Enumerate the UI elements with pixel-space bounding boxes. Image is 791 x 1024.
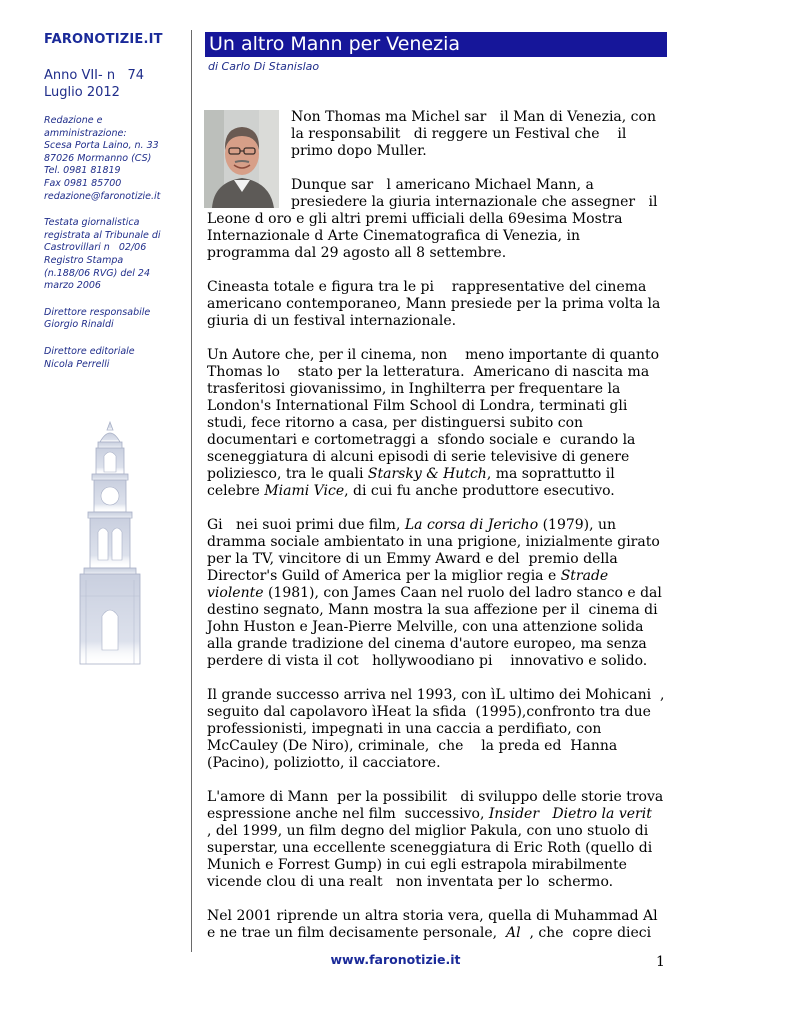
paragraph-text: (1981), con James Caan nel ruolo del ladro stanco e dal destino segnato, Mann mostra la sua affezione per il cinema di John Huston e Jean-Pierre Melville, con una attenzione solida alla grande tradizione del cinema d'autore europeo, ma senza perdere di vista il cot hollywoodiano pi innovativo e solido.: [207, 585, 667, 669]
testata-line: Testata giornalistica: [44, 217, 140, 229]
redazione-line: 87026 Mormanno (CS): [44, 152, 152, 164]
testata-line: Castrovillari n 02/06: [44, 242, 147, 254]
paragraph: Dunque sar l americano Michael Mann, a presiedere la giuria internazionale che assegner il Leone d oro e gli altri premi ufficiali della 69esima Mostra Internazionale d Arte Cinematografica di Venezia, in programma dal 29 agosto all 8 settembre.: [207, 177, 662, 261]
film-title: Al: [501, 925, 530, 941]
testata-line: registrata al Tribunale di: [44, 229, 161, 241]
issue-number: Anno VII- n 74: [44, 68, 145, 83]
paragraph-text: , che copre dieci: [529, 925, 652, 941]
article-byline: di Carlo Di Stanislao: [208, 60, 320, 73]
direttore-responsabile-block: [44, 307, 189, 332]
site-name: FARONOTIZIE.IT: [44, 32, 163, 47]
issue-info: [44, 67, 189, 101]
testata-block: [44, 217, 189, 293]
photo-spacer: [207, 109, 291, 208]
paragraph-text: Nel 2001 riprende un altra storia vera, quella di Muhammad Al e ne trae un film decisamente personale,: [207, 908, 672, 941]
direttore-responsabile-name: Giorgio Rinaldi: [44, 319, 114, 331]
direttore-responsabile-label: Direttore responsabile: [44, 306, 151, 318]
paragraph-text: L'amore di Mann per la possibilit di sviluppo delle storie trova espressione anche nel film successivo,: [207, 789, 668, 822]
paragraph-text: , ma soprattutto il celebre: [207, 466, 620, 499]
issue-date: Luglio 2012: [44, 85, 120, 100]
footer-url[interactable]: www.faronotizie.it: [330, 952, 461, 967]
paragraph-text: , di cui fu anche produttore esecutivo.: [344, 483, 615, 499]
testata-line: Registro Stampa: [44, 254, 124, 266]
direttore-editoriale-label: Direttore editoriale: [44, 345, 135, 357]
paragraph: Cineasta totale e figura tra le pi rappresentative del cinema americano contemporaneo, Mann presiede per la prima volta la giuria di un festival internazionale.: [207, 279, 665, 329]
direttore-editoriale-block: [44, 346, 189, 371]
vertical-divider: [191, 30, 192, 952]
bell-tower-illustration: [74, 420, 146, 665]
redazione-block: [44, 115, 189, 203]
film-title: Insider Dietro la verit: [488, 806, 661, 822]
paragraph-text: Un Autore che, per il cinema, non meno importante di quanto Thomas lo stato per la letteratura. Americano di nascita ma trasferitosi giovanissimo, in Inghilterra per frequentare la London's International Film School di Londra, terminati gli studi, fece ritorno a casa, per distinguersi subito con documentari e cortometraggi a sfondo sociale e curando la sceneggiatura di alcuni episodi di serie televisive di genere poliziesco, tra le quali: [207, 347, 664, 482]
redazione-line: Scesa Porta Laino, n. 33: [44, 140, 159, 152]
testata-line: marzo 2006: [44, 280, 101, 292]
article-title: Un altro Mann per Venezia: [205, 32, 667, 57]
film-title: Miami Vice: [264, 483, 345, 499]
paragraph: [207, 789, 668, 891]
redazione-email: redazione@faronotizie.it: [44, 190, 161, 202]
paragraph: [207, 908, 672, 942]
redazione-line: amministrazione:: [44, 127, 127, 139]
article-body: [207, 109, 672, 959]
paragraph-text: Gi nei suoi primi due film,: [207, 517, 405, 533]
direttore-editoriale-name: Nicola Perrelli: [44, 358, 110, 370]
film-title: Strade violente: [207, 568, 613, 601]
paragraph: [207, 347, 665, 500]
paragraph-text: (1979), un dramma sociale ambientato in una prigione, inizialmente girato per la TV, vincitore di un Emmy Award e del premio della Director's Guild of America per la miglior regia e: [207, 517, 665, 584]
paragraph: [207, 517, 665, 670]
redazione-line: Fax 0981 85700: [44, 177, 122, 189]
film-title: La corsa di Jericho: [404, 517, 539, 533]
paragraph: Non Thomas ma Michel sar il Man di Venezia, con la responsabilit di reggere un Festival che il primo dopo Muller.: [291, 109, 661, 159]
paragraph: Il grande successo arriva nel 1993, con ìL ultimo dei Mohicani , seguito dal capolavoro ìHeat la sfida (1995),confronto tra due professionisti, impegnati in una caccia a perdifiato, con McCauley (De Niro), criminale, che la preda ed Hanna (Pacino), poliziotto, il cacciatore.: [207, 687, 669, 771]
testata-line: (n.188/06 RVG) del 24: [44, 267, 150, 279]
film-title: Starsky & Hutch: [367, 466, 487, 482]
sidebar: [44, 32, 189, 371]
redazione-line: Redazione e: [44, 115, 103, 126]
redazione-line: Tel. 0981 81819: [44, 165, 121, 177]
page-number: 1: [656, 954, 665, 970]
paragraph-text: , del 1999, un film degno del miglior Pakula, con uno stuolo di superstar, una eccellente sceneggiatura di Eric Roth (quello di Munich e Forrest Gump) in cui egli estrapola mirabilmente vicende clou di una realt non inventata per lo schermo.: [207, 823, 657, 890]
